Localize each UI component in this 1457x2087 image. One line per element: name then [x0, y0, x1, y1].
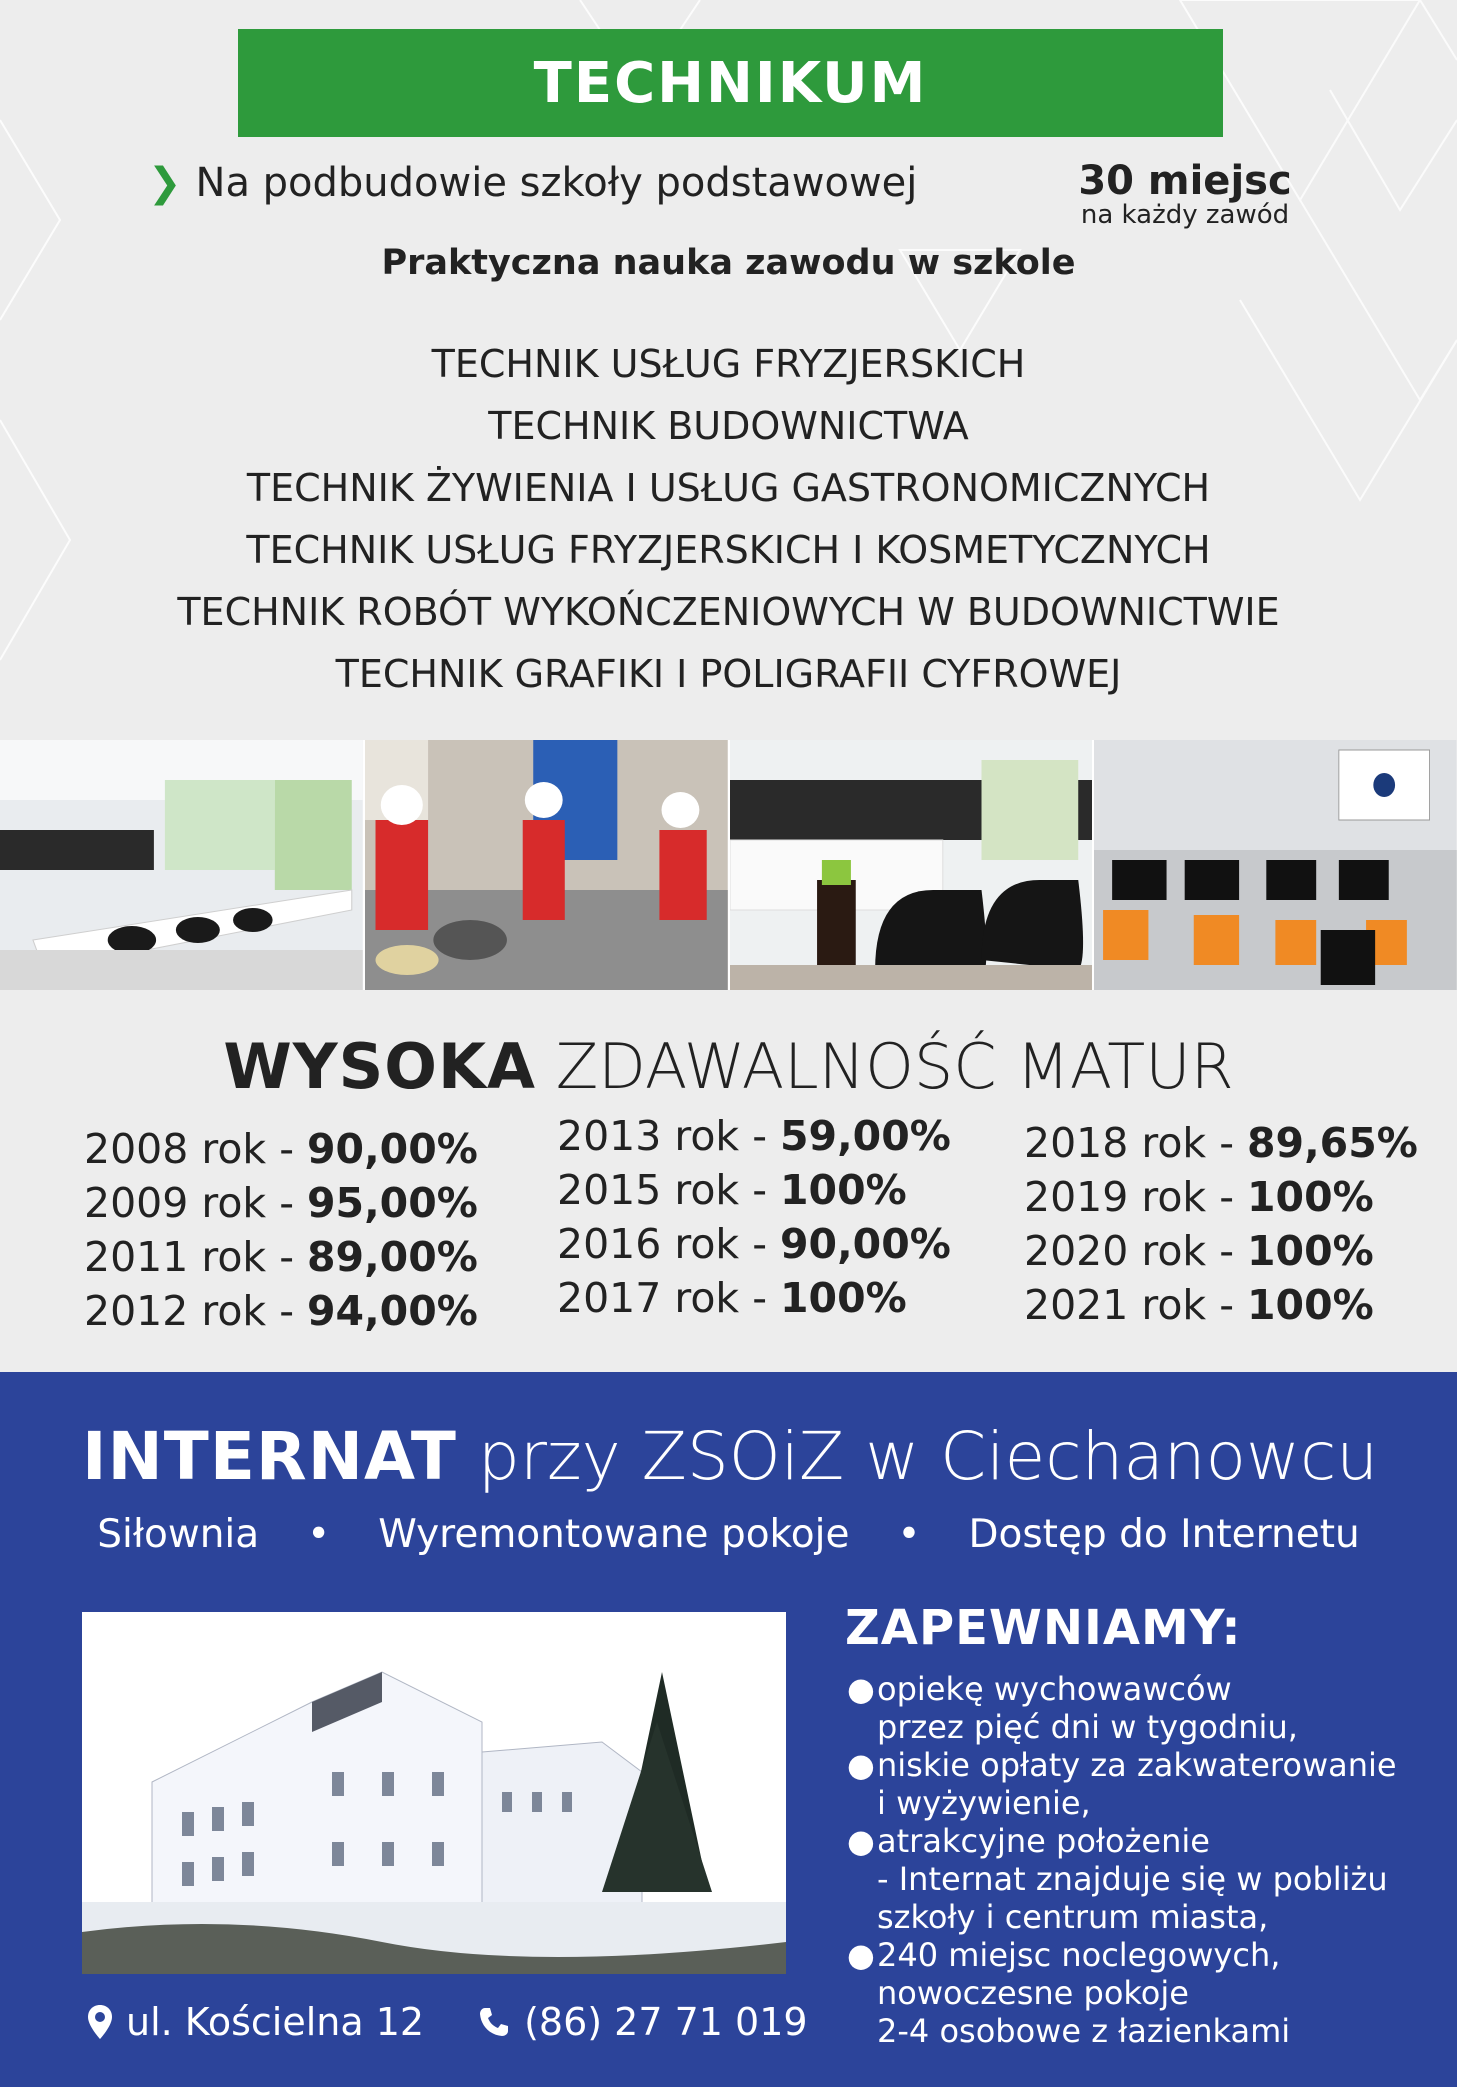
profession-item: TECHNIK BUDOWNICTWA	[488, 404, 969, 448]
list-item: i wyżywienie,	[877, 1784, 1091, 1822]
bullet-separator: •	[897, 1512, 921, 1557]
matura-result: 2019 rok - 100%	[1024, 1173, 1374, 1221]
list-item: ● 240 miejsc noclegowych,	[847, 1936, 1281, 1974]
list-item: ● niskie opłaty za zakwaterowanie	[847, 1746, 1397, 1784]
list-item: szkoły i centrum miasta,	[877, 1898, 1269, 1936]
matura-result: 2017 rok - 100%	[557, 1274, 907, 1322]
photo-hairdressing-classroom	[0, 740, 363, 990]
photo-computer-lab	[1094, 740, 1457, 990]
address	[88, 2000, 424, 2044]
technikum-banner: TECHNIKUM	[238, 29, 1223, 137]
dormitory-photo	[82, 1612, 786, 1974]
phone-icon	[478, 2006, 510, 2038]
phone-text: (86) 27 71 019	[524, 2000, 808, 2044]
seats-text: na każdy zawód	[1080, 200, 1290, 230]
subtitle	[148, 160, 917, 206]
internat-title-light: przy ZSOiZ w Ciechanowcu	[477, 1418, 1379, 1495]
matura-result: 2021 rok - 100%	[1024, 1281, 1374, 1329]
matury-column-2	[557, 1109, 951, 1325]
seats-info	[1050, 158, 1320, 230]
feature-internet: Dostęp do Internetu	[968, 1512, 1360, 1557]
subtitle-text: Na podbudowie szkoły podstawowej	[195, 160, 918, 206]
matury-title-bold: WYSOKA	[223, 1030, 536, 1103]
phone[interactable]	[478, 2000, 807, 2044]
matura-result: 2009 rok - 95,00%	[84, 1179, 478, 1227]
matura-result: 2015 rok - 100%	[557, 1166, 907, 1214]
profession-item: TECHNIK GRAFIKI I POLIGRAFII CYFROWEJ	[335, 652, 1122, 696]
photo-hair-washing-stations	[730, 740, 1093, 990]
list-item: 2-4 osobowe z łazienkami	[877, 2012, 1291, 2050]
professions-list	[0, 333, 1457, 705]
list-item: przez pięć dni w tygodniu,	[877, 1708, 1298, 1746]
profession-item: TECHNIK USŁUG FRYZJERSKICH	[431, 342, 1026, 386]
zapewniamy-title: ZAPEWNIAMY:	[845, 1600, 1242, 1656]
photo-strip	[0, 740, 1457, 990]
internat-features	[0, 1512, 1457, 1557]
feature-gym: Siłownia	[97, 1512, 260, 1557]
matura-result: 2020 rok - 100%	[1024, 1227, 1374, 1275]
seats-number: 30 miejsc	[1078, 158, 1292, 204]
matura-result: 2016 rok - 90,00%	[557, 1220, 951, 1268]
list-item: ● opiekę wychowawców	[847, 1670, 1232, 1708]
zapewniamy-list	[847, 1670, 1397, 2050]
internat-title	[82, 1418, 1378, 1495]
list-item: ● atrakcyjne położenie	[847, 1822, 1210, 1860]
practical-text: Praktyczna nauka zawodu w szkole	[381, 243, 1076, 283]
list-item: nowoczesne pokoje	[877, 1974, 1189, 2012]
matury-column-1	[84, 1122, 478, 1338]
feature-rooms: Wyremontowane pokoje	[378, 1512, 850, 1557]
list-item: - Internat znajduje się w pobliżu	[877, 1860, 1388, 1898]
matura-result: 2011 rok - 89,00%	[84, 1233, 478, 1281]
chevron-right-icon: ❯	[148, 160, 182, 206]
matury-title	[0, 1030, 1457, 1103]
contact-info	[88, 2000, 808, 2044]
profession-item: TECHNIK USŁUG FRYZJERSKICH I KOSMETYCZNYCH	[246, 528, 1211, 572]
matury-column-3	[1024, 1116, 1418, 1332]
matura-result: 2013 rok - 59,00%	[557, 1112, 951, 1160]
matura-result: 2018 rok - 89,65%	[1024, 1119, 1418, 1167]
internat-title-bold: INTERNAT	[82, 1418, 457, 1495]
matura-result: 2012 rok - 94,00%	[84, 1287, 478, 1335]
profession-item: TECHNIK ROBÓT WYKOŃCZENIOWYCH W BUDOWNICTWIE	[177, 590, 1280, 634]
bullet-separator: •	[307, 1512, 331, 1557]
profession-item: TECHNIK ŻYWIENIA I USŁUG GASTRONOMICZNYCH	[246, 466, 1211, 510]
matura-result: 2008 rok - 90,00%	[84, 1125, 478, 1173]
address-text: ul. Kościelna 12	[126, 2000, 425, 2044]
matury-title-light: ZDAWALNOŚĆ MATUR	[555, 1030, 1234, 1103]
map-pin-icon	[88, 2005, 112, 2039]
photo-cooking-class	[365, 740, 728, 990]
